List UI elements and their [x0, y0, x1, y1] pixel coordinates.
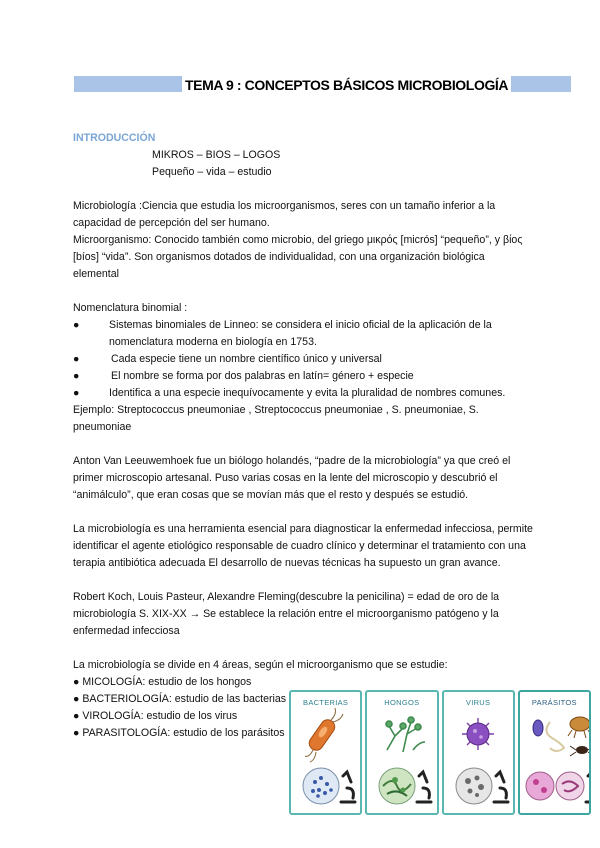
nomenclatura-item-4: Identifica a una especie inequívocamente y evita la pluralidad de nombres comunes.: [109, 387, 506, 399]
virus-illustration: [444, 692, 514, 813]
definition-microbiologia: Microbiología :Ciencia que estudia los microorganismos, seres con un tamaño inferior a la capacidad de percepción del ser humano.: [73, 200, 496, 229]
bacterium-icon: [305, 708, 343, 762]
infographic-label-hongos: HONGOS: [384, 698, 420, 707]
etymology-line-1: MIKROS – BIOS – LOGOS: [152, 149, 281, 161]
document-body: [73, 130, 533, 742]
list-item: [73, 385, 533, 402]
list-item: [73, 351, 533, 368]
parasite-icon: [533, 717, 591, 756]
areas-intro: La microbiología se divide en 4 áreas, según el microorganismo que se estudie:: [73, 659, 448, 671]
infographic-column-parasitos: [518, 690, 591, 815]
page-title: TEMA 9 : CONCEPTOS BÁSICOS MICROBIOLOGÍA: [182, 76, 511, 94]
area-virologia: ● VIROLOGÍA: estudio de los virus: [73, 710, 238, 722]
list-item: [73, 317, 533, 351]
microscope-sample-icon: [456, 768, 508, 804]
definition-microorganismo: Microorganismo: Conocido también como microbio, del griego μικρός [micrós] “pequeño”, y βίος [bíos] “vida”. Son organismos dotados de individualidad, con una organización biológica elemental: [73, 234, 523, 280]
nomenclatura-heading: Nomenclatura binomial :: [73, 302, 188, 314]
bullet-icon: ●: [73, 353, 80, 365]
nomenclatura-item-3: El nombre se forma por dos palabras en latín= género + especie: [111, 370, 414, 382]
bacteria-illustration: [291, 692, 361, 813]
bullet-icon: ●: [73, 319, 80, 331]
fungi-illustration: [367, 692, 437, 813]
microorganisms-infographic: [289, 690, 591, 815]
area-micologia: ● MICOLOGÍA: estudio de los hongos: [73, 676, 252, 688]
paragraph-edad-oro: Robert Koch, Louis Pasteur, Alexandre Fleming(descubre la penicilina) = edad de oro de la microbiología S. XIX-XX → Se establece la relación entre el microorganismo patógeno y la enfermedad infecciosa: [73, 591, 500, 637]
paragraph-herramienta: La microbiología es una herramienta esencial para diagnosticar la enfermedad infecciosa, permite identificar el agente etiológico responsable de cuadro clínico y determinar el tratamiento con una terapia antibiótica adecuada El desarrollo de nuevas técnicas ha supuesto un gran avance.: [73, 523, 533, 569]
microscope-sample-icon: [379, 768, 431, 804]
parasite-illustration: [520, 692, 591, 813]
fungus-icon: [386, 717, 425, 752]
list-item: [73, 368, 533, 385]
paragraph-leeuwenhoek: Anton Van Leeuwemhoek fue un biólogo holandés, “padre de la microbiología” ya que creó el primer microscopio artesanal. Puso varias cosas en la lente del microscopio y descubrió el “animálculo”, que eran cosas que se movían más que el resto y después se estudió.: [73, 455, 511, 501]
nomenclatura-item-1: Sistemas binomiales de Linneo: se considera el inicio oficial de la aplicación de la nomenclatura moderna en biología en 1753.: [109, 319, 492, 348]
infographic-label-bacterias: BACTERIAS: [303, 698, 349, 707]
section-heading-introduccion: INTRODUCCIÓN: [73, 132, 156, 144]
infographic-label-virus: VIRUS: [465, 698, 491, 707]
infographic-column-hongos: [365, 690, 438, 815]
area-bacteriologia: ● BACTERIOLOGÍA: estudio de las bacterias: [73, 693, 287, 705]
infographic-label-parasitos: PARÁSITOS: [531, 698, 577, 707]
infographic-column-virus: [442, 690, 515, 815]
microscope-sample-icon: [526, 772, 591, 802]
microscope-sample-icon: [303, 768, 355, 804]
nomenclatura-item-2: Cada especie tiene un nombre científico único y universal: [111, 353, 382, 365]
nomenclatura-example: Ejemplo: Streptococcus pneumoniae , Streptococcus pneumoniae , S. pneumoniae, S. pneumoniae: [73, 404, 479, 433]
etymology-line-2: Pequeño – vida – estudio: [152, 166, 272, 178]
area-parasitologia: ● PARASITOLOGÍA: estudio de los parásitos: [73, 727, 285, 739]
infographic-column-bacterias: [289, 690, 362, 815]
bullet-icon: ●: [73, 387, 80, 399]
bullet-icon: ●: [73, 370, 80, 382]
virus-icon: [462, 718, 494, 750]
